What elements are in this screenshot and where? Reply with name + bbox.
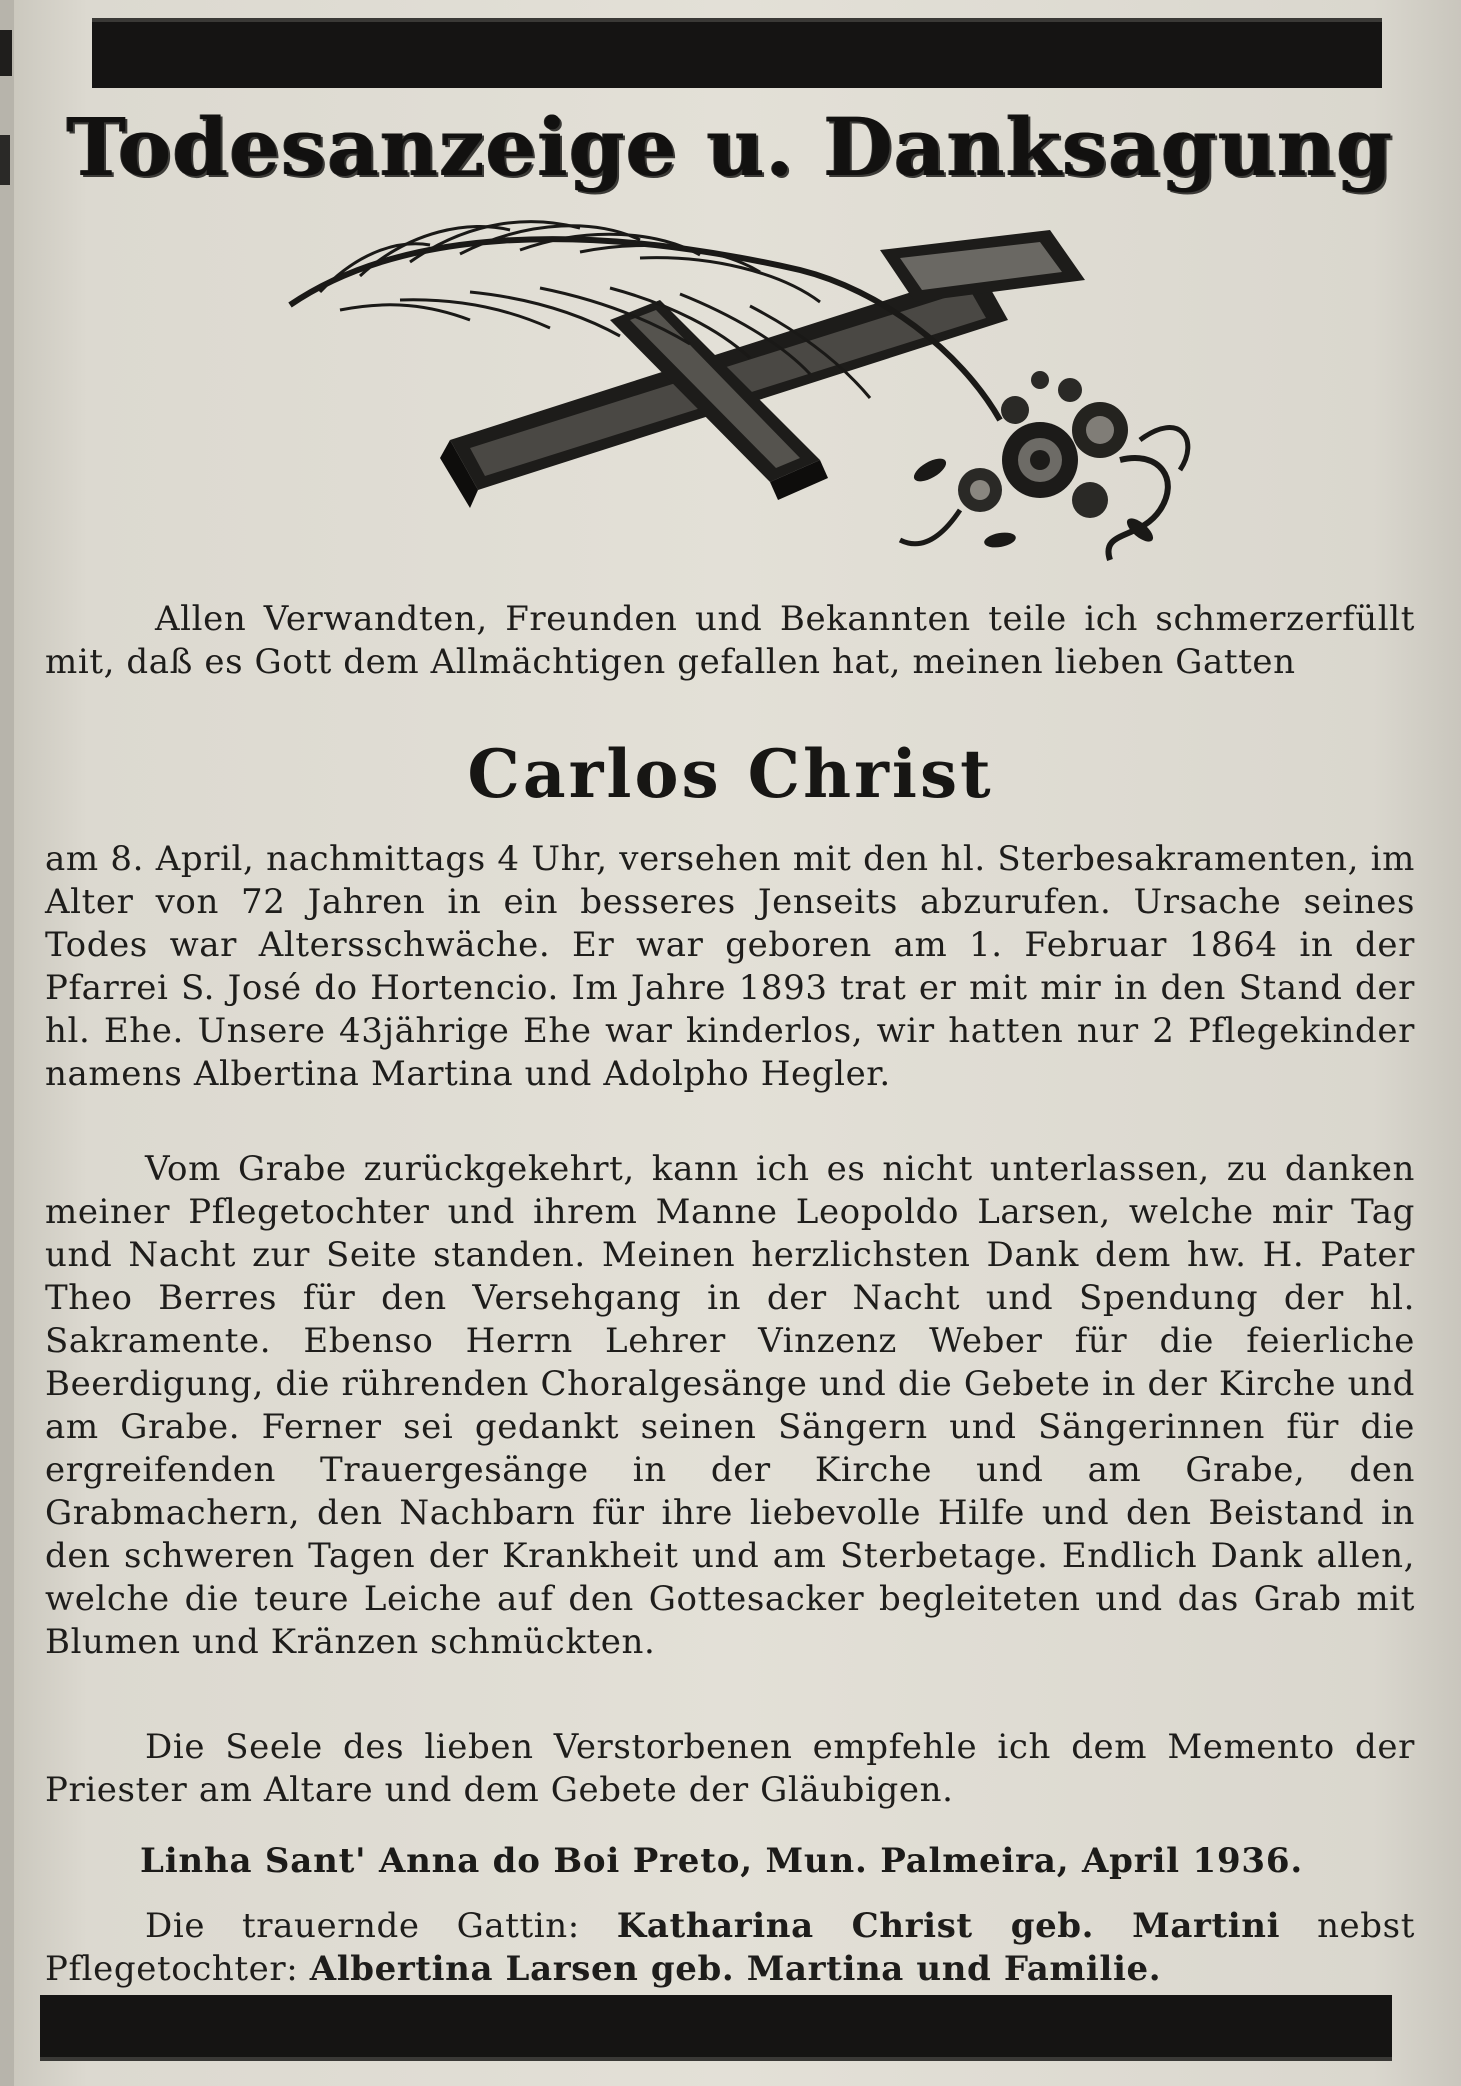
adjacent-column-edge [0,0,14,2086]
death-details-paragraph: am 8. April, nachmittags 4 Uhr, versehen mit den hl. Sterbesakramenten, im Alter von 72 Jahren in ein besseres Jenseits abzurufen. Ursache seines Todes war Altersschwäche. Er war geboren am 1. Februar 1864 in der Pfarrei S. José do Hortencio. Im Jahre 1893 trat er mit mir in den Stand der hl. Ehe. Unsere 43jährige Ehe war kinderlos, wir hatten nur 2 Pflegekinder namens Albertina Martina und Adolpho Hegler. [45,839,1415,1094]
bottom-border-rule [40,1995,1392,2061]
flower-bouquet-icon [900,371,1188,560]
signature-lead: Die trauernde Gattin: [145,1906,580,1946]
adjacent-column-fragment [0,30,12,76]
place-and-date: Linha Sant' Anna do Boi Preto, Mun. Palmeira, April 1936. [140,1841,1303,1881]
widow-name: Katharina Christ geb. Martini [616,1906,1281,1946]
signature-nebst: nebst [1317,1906,1415,1946]
notice-headline: Todesanzeige u. Danksagung [66,100,1394,194]
thanks-paragraph: Vom Grabe zurückgekehrt, kann ich es nicht unterlassen, zu danken meiner Pflegetochter und ihrem Manne Leopoldo Larsen, welche mir Tag und Nacht zur Seite standen. Meinen herzlichsten Dank dem hw. H. Pater Theo Berres für den Versehgang in der Nacht und Spendung der hl. Sakramente. Ebenso Herrn Lehrer Vinzenz Weber für die feierliche Beerdigung, die rührenden Choralgesänge und die Gebete in der Kirche und am Grabe. Ferner sei gedankt seinen Sängern und Sängerinnen für die ergreifenden Trauergesänge in der Kirche und am Grabe, den Grabmachern, den Nachbarn für ihre liebevolle Hilfe und den Beistand in den schweren Tagen der Krankheit und am Sterbetage. Endlich Dank allen, welche die teure Leiche auf den Gottesacker begleiteten und das Grab mit Blumen und Kränzen schmückten. [45,1149,1415,1662]
cross-palm-emblem-icon [280,210,1220,580]
cross-icon [440,230,1085,508]
foster-daughter-name: Albertina Larsen geb. Martina und Familie. [309,1949,1162,1989]
adjacent-column-fragment [0,135,10,185]
deceased-name: Carlos Christ [467,735,994,813]
foster-lead: Pflegetochter: [45,1949,299,1989]
memento-paragraph: Die Seele des lieben Verstorbenen empfehle ich dem Memento der Priester am Altare und dem Gebete der Gläubigen. [45,1727,1415,1810]
intro-paragraph: Allen Verwandten, Freunden und Bekannten teile ich schmerzerfüllt mit, daß es Gott dem Allmächtigen gefallen hat, meinen lieben Gatten [45,599,1415,682]
signature-block [45,1905,1415,1991]
top-border-rule [92,18,1382,88]
